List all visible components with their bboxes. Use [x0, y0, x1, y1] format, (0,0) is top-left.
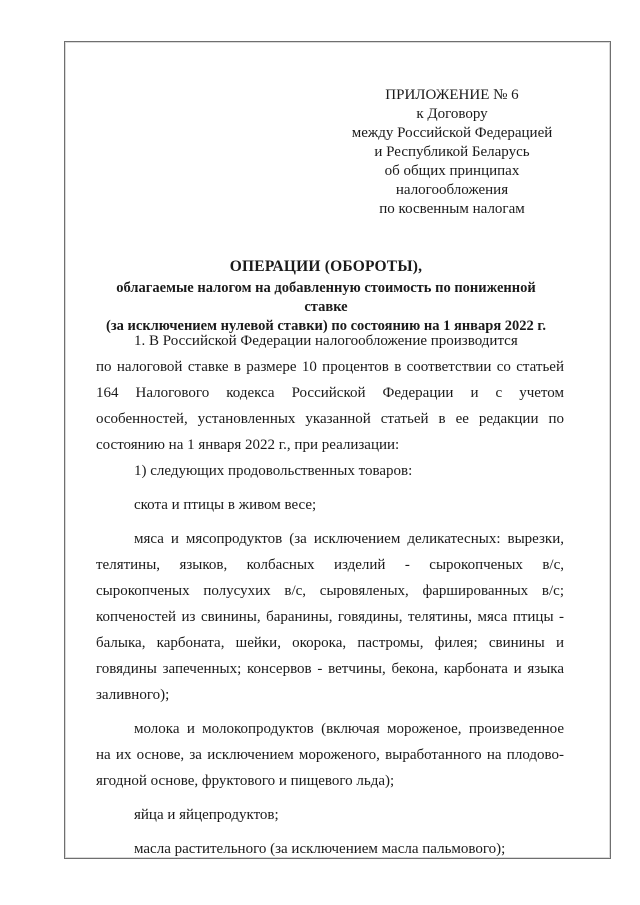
list-item: яйца и яйцепродуктов; [134, 807, 279, 823]
paragraph-1-first-line: 1. В Российской Федерации налогообложение производится [134, 333, 518, 349]
list-item: масла растительного (за исключением масла пальмового); [134, 841, 506, 857]
attachment-line: к Договору [416, 106, 488, 122]
attachment-header [332, 86, 572, 219]
subtitle-line-1: облагаемые налогом на добавленную стоимость по пониженной ставке [116, 280, 536, 315]
paragraph-1-text: по налоговой ставке в размере 10 процентов в соответствии со статьей 164 Налогового кодекса Российской Федерации и с учетом особенностей, установленных указанной статьей в ее редакции по состоянию на 1 января 2022 г., при реализации: [96, 359, 564, 453]
list-item: молока и молокопродуктов (включая мороженое, произведенное на их основе, за исключением мороженого, выработанного на плодово-ягодной основе, фруктового и пищевого льда); [96, 721, 564, 789]
attachment-line: ПРИЛОЖЕНИЕ № 6 [385, 87, 519, 103]
goods-list [96, 458, 564, 870]
document-title: ОПЕРАЦИИ (ОБОРОТЫ), [229, 258, 423, 275]
list-item: 1) следующих продовольственных товаров: [134, 463, 413, 479]
subtitle-line-2: (за исключением нулевой ставки) по состоянию на 1 января 2022 г. [106, 318, 546, 334]
attachment-line: об общих принципах [384, 163, 520, 179]
list-item: мяса и мясопродуктов (за исключением деликатесных: вырезки, телятины, языков, колбасных изделий - сырокопченых в/с, сырокопченых полусухих в/с, сыровяленых, фаршированных в/с; копченостей из свинины, баранины, говядины, телятины, мяса птицы - балыка, карбоната, шейки, окорока, пастромы, филея; свинины и говядины запеченных; консервов - ветчины, бекона, карбоната и языка заливного); [96, 531, 564, 703]
attachment-line: по косвенным налогам [379, 201, 525, 217]
paragraph-1 [96, 328, 564, 458]
list-item: скота и птицы в живом весе; [134, 497, 317, 513]
attachment-line: между Российской Федерацией [351, 125, 553, 141]
attachment-line: налогообложения [395, 182, 509, 198]
attachment-line: и Республикой Беларусь [374, 144, 530, 160]
